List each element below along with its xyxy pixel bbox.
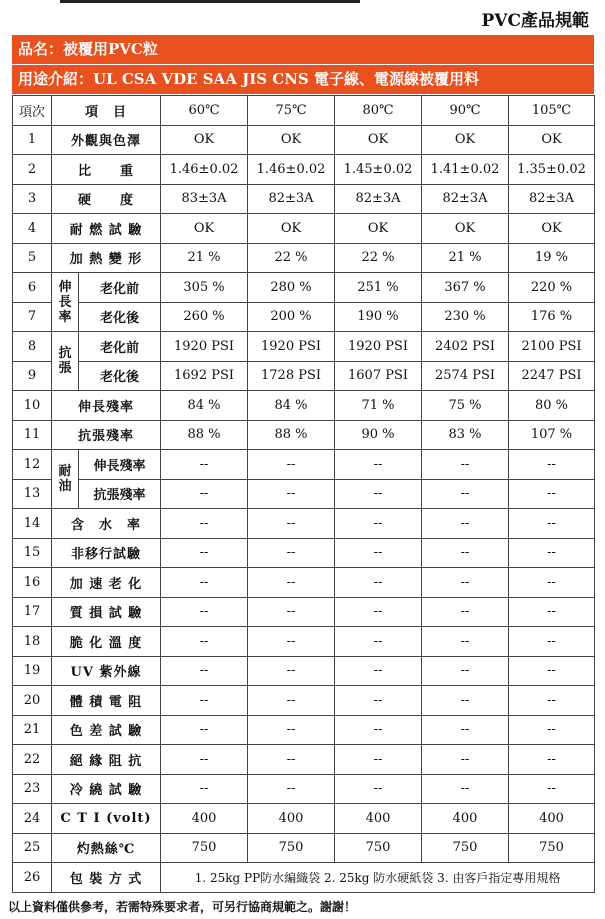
row-sub-label: 抗張殘率 bbox=[79, 479, 161, 509]
table-row bbox=[13, 538, 595, 568]
value-cell: -- bbox=[422, 479, 509, 509]
value-cell: 1920 PSI bbox=[248, 332, 335, 362]
row-number: 20 bbox=[13, 686, 52, 716]
value-cell: -- bbox=[335, 774, 422, 804]
row-number: 5 bbox=[13, 243, 52, 273]
value-cell: 22 % bbox=[248, 243, 335, 273]
value-cell: 251 % bbox=[335, 273, 422, 303]
value-cell: -- bbox=[509, 538, 595, 568]
value-cell: -- bbox=[422, 627, 509, 657]
value-cell: -- bbox=[335, 479, 422, 509]
value-cell: OK bbox=[422, 125, 509, 155]
value-cell: 200 % bbox=[248, 302, 335, 332]
value-cell: -- bbox=[161, 774, 248, 804]
value-cell: -- bbox=[335, 538, 422, 568]
row-item-label: 含 水 率 bbox=[52, 509, 161, 539]
value-cell: -- bbox=[161, 479, 248, 509]
value-cell: 230 % bbox=[422, 302, 509, 332]
row-number: 15 bbox=[13, 538, 52, 568]
value-cell: 400 bbox=[422, 804, 509, 834]
row-group-label: 伸 長 率 bbox=[52, 273, 79, 332]
row-number: 4 bbox=[13, 214, 52, 244]
value-cell: -- bbox=[248, 627, 335, 657]
value-cell: 305 % bbox=[161, 273, 248, 303]
table-header-row bbox=[13, 96, 595, 126]
row-number: 24 bbox=[13, 804, 52, 834]
value-cell: OK bbox=[248, 214, 335, 244]
value-cell: -- bbox=[335, 450, 422, 480]
value-cell: 750 bbox=[161, 833, 248, 863]
row-number: 8 bbox=[13, 332, 52, 362]
row-item-label: 比 重 bbox=[52, 155, 161, 185]
value-cell: 88 % bbox=[248, 420, 335, 450]
row-sub-label: 老化前 bbox=[79, 332, 161, 362]
row-number: 17 bbox=[13, 597, 52, 627]
table-row bbox=[13, 597, 595, 627]
row-item-label: 色 差 試 驗 bbox=[52, 715, 161, 745]
value-cell: 83±3A bbox=[161, 184, 248, 214]
value-cell: -- bbox=[161, 745, 248, 775]
table-row bbox=[13, 656, 595, 686]
row-item-label: 體 積 電 阻 bbox=[52, 686, 161, 716]
row-number: 26 bbox=[13, 863, 52, 893]
row-item-label: C T I (volt) bbox=[52, 804, 161, 834]
value-cell: -- bbox=[509, 568, 595, 598]
value-cell: -- bbox=[422, 715, 509, 745]
header-temp: 80℃ bbox=[335, 96, 422, 126]
value-cell: 2574 PSI bbox=[422, 361, 509, 391]
table-row bbox=[13, 184, 595, 214]
value-cell: -- bbox=[335, 686, 422, 716]
row-item-label: 伸長殘率 bbox=[52, 391, 161, 421]
value-cell: 750 bbox=[509, 833, 595, 863]
value-cell: 22 % bbox=[335, 243, 422, 273]
value-cell: -- bbox=[422, 509, 509, 539]
table-row bbox=[13, 479, 595, 509]
value-cell: 82±3A bbox=[422, 184, 509, 214]
row-number: 12 bbox=[13, 450, 52, 480]
row-number: 19 bbox=[13, 656, 52, 686]
value-cell: -- bbox=[248, 656, 335, 686]
row-item-label: 硬 度 bbox=[52, 184, 161, 214]
value-cell: 75 % bbox=[422, 391, 509, 421]
value-cell: 176 % bbox=[509, 302, 595, 332]
value-cell: OK bbox=[248, 125, 335, 155]
value-cell: -- bbox=[509, 656, 595, 686]
value-cell: -- bbox=[509, 479, 595, 509]
value-cell: 750 bbox=[248, 833, 335, 863]
value-cell: 82±3A bbox=[248, 184, 335, 214]
value-cell: 1.46±0.02 bbox=[161, 155, 248, 185]
value-cell: -- bbox=[248, 745, 335, 775]
value-cell: 400 bbox=[161, 804, 248, 834]
value-cell: -- bbox=[509, 774, 595, 804]
value-cell: OK bbox=[161, 125, 248, 155]
row-sub-label: 伸長殘率 bbox=[79, 450, 161, 480]
row-number: 9 bbox=[13, 361, 52, 391]
value-cell: OK bbox=[509, 125, 595, 155]
table-row bbox=[13, 243, 595, 273]
value-cell: OK bbox=[161, 214, 248, 244]
value-cell: 280 % bbox=[248, 273, 335, 303]
value-cell: -- bbox=[161, 656, 248, 686]
row-number: 13 bbox=[13, 479, 52, 509]
value-cell: -- bbox=[161, 597, 248, 627]
value-cell: -- bbox=[509, 745, 595, 775]
value-cell: 90 % bbox=[335, 420, 422, 450]
value-cell: -- bbox=[248, 774, 335, 804]
row-item-label: 冷 繞 試 驗 bbox=[52, 774, 161, 804]
table-row bbox=[13, 420, 595, 450]
value-cell: -- bbox=[509, 597, 595, 627]
value-cell: 2247 PSI bbox=[509, 361, 595, 391]
value-cell: 107 % bbox=[509, 420, 595, 450]
value-cell: -- bbox=[422, 774, 509, 804]
header-temp: 105℃ bbox=[509, 96, 595, 126]
value-cell: -- bbox=[161, 686, 248, 716]
row-item-label: 包 裝 方 式 bbox=[52, 863, 161, 893]
value-cell: 82±3A bbox=[509, 184, 595, 214]
table-row bbox=[13, 155, 595, 185]
row-item-label: UV 紫外線 bbox=[52, 656, 161, 686]
value-cell: 260 % bbox=[161, 302, 248, 332]
product-name-banner: 品名：被覆用PVC粒 bbox=[12, 35, 594, 64]
value-cell: -- bbox=[161, 627, 248, 657]
table-row bbox=[13, 125, 595, 155]
value-cell: -- bbox=[248, 450, 335, 480]
row-number: 6 bbox=[13, 273, 52, 303]
document-title: PVC產品規範 bbox=[481, 11, 589, 31]
value-cell: 88 % bbox=[161, 420, 248, 450]
value-cell: 82±3A bbox=[335, 184, 422, 214]
table-row bbox=[13, 302, 595, 332]
row-number: 25 bbox=[13, 833, 52, 863]
table-row bbox=[13, 686, 595, 716]
footer-note: 以上資料僅供參考，若需特殊要求者，可另行協商規範之。謝謝！ bbox=[8, 900, 357, 914]
value-cell: 2402 PSI bbox=[422, 332, 509, 362]
row-number: 16 bbox=[13, 568, 52, 598]
value-cell: 71 % bbox=[335, 391, 422, 421]
value-cell: 220 % bbox=[509, 273, 595, 303]
value-cell: -- bbox=[161, 568, 248, 598]
row-item-label: 加 速 老 化 bbox=[52, 568, 161, 598]
value-cell: -- bbox=[335, 568, 422, 598]
table-row bbox=[13, 214, 595, 244]
value-cell: OK bbox=[422, 214, 509, 244]
value-cell: -- bbox=[248, 509, 335, 539]
value-cell: -- bbox=[509, 686, 595, 716]
table-row bbox=[13, 774, 595, 804]
value-cell: -- bbox=[422, 745, 509, 775]
row-item-label: 灼熱絲℃ bbox=[52, 833, 161, 863]
header-item: 項 目 bbox=[52, 96, 161, 126]
header-temp: 90℃ bbox=[422, 96, 509, 126]
value-cell: 400 bbox=[335, 804, 422, 834]
table-row bbox=[13, 509, 595, 539]
row-group-label: 耐 油 bbox=[52, 450, 79, 509]
row-number: 14 bbox=[13, 509, 52, 539]
row-group-label: 抗 張 bbox=[52, 332, 79, 391]
table-row bbox=[13, 332, 595, 362]
row-number: 21 bbox=[13, 715, 52, 745]
value-cell: 2100 PSI bbox=[509, 332, 595, 362]
row-number: 2 bbox=[13, 155, 52, 185]
row-number: 11 bbox=[13, 420, 52, 450]
value-cell: -- bbox=[422, 450, 509, 480]
row-number: 22 bbox=[13, 745, 52, 775]
row-item-label: 外觀與色澤 bbox=[52, 125, 161, 155]
header-temp: 60℃ bbox=[161, 96, 248, 126]
value-cell: -- bbox=[248, 538, 335, 568]
table-row bbox=[13, 745, 595, 775]
value-cell: 1.35±0.02 bbox=[509, 155, 595, 185]
value-cell: 1.41±0.02 bbox=[422, 155, 509, 185]
table-row bbox=[13, 391, 595, 421]
value-cell: -- bbox=[422, 656, 509, 686]
value-cell: -- bbox=[335, 509, 422, 539]
product-usage-banner: 用途介紹：UL CSA VDE SAA JIS CNS 電子線、電源線被覆用料 bbox=[12, 65, 594, 94]
header-temp: 75℃ bbox=[248, 96, 335, 126]
value-cell: 84 % bbox=[248, 391, 335, 421]
value-cell: 400 bbox=[509, 804, 595, 834]
table-row bbox=[13, 361, 595, 391]
spec-table bbox=[12, 95, 595, 893]
row-item-label: 非移行試驗 bbox=[52, 538, 161, 568]
value-cell: -- bbox=[335, 597, 422, 627]
table-row bbox=[13, 450, 595, 480]
value-cell: 1920 PSI bbox=[161, 332, 248, 362]
value-cell: -- bbox=[335, 627, 422, 657]
value-cell: 190 % bbox=[335, 302, 422, 332]
row-item-label: 絕 緣 阻 抗 bbox=[52, 745, 161, 775]
value-cell: -- bbox=[335, 745, 422, 775]
table-row bbox=[13, 715, 595, 745]
value-cell: -- bbox=[161, 715, 248, 745]
value-cell: -- bbox=[335, 656, 422, 686]
value-cell: -- bbox=[509, 450, 595, 480]
value-cell: -- bbox=[509, 715, 595, 745]
value-cell: -- bbox=[248, 686, 335, 716]
table-row bbox=[13, 804, 595, 834]
table-row bbox=[13, 273, 595, 303]
row-number: 1 bbox=[13, 125, 52, 155]
row-number: 10 bbox=[13, 391, 52, 421]
value-cell: 1.45±0.02 bbox=[335, 155, 422, 185]
value-cell: 367 % bbox=[422, 273, 509, 303]
row-item-label: 脆 化 溫 度 bbox=[52, 627, 161, 657]
row-item-label: 耐 燃 試 驗 bbox=[52, 214, 161, 244]
value-cell: 1692 PSI bbox=[161, 361, 248, 391]
value-cell: 21 % bbox=[422, 243, 509, 273]
value-cell: -- bbox=[161, 450, 248, 480]
row-sub-label: 老化前 bbox=[79, 273, 161, 303]
value-cell: -- bbox=[248, 715, 335, 745]
table-row bbox=[13, 863, 595, 893]
row-number: 23 bbox=[13, 774, 52, 804]
value-cell: -- bbox=[422, 686, 509, 716]
value-cell: OK bbox=[335, 125, 422, 155]
header-no: 項次 bbox=[13, 96, 52, 126]
value-cell: 1607 PSI bbox=[335, 361, 422, 391]
value-cell: -- bbox=[248, 597, 335, 627]
value-cell: 19 % bbox=[509, 243, 595, 273]
row-item-label: 加 熱 變 形 bbox=[52, 243, 161, 273]
value-cell: OK bbox=[335, 214, 422, 244]
value-cell: 21 % bbox=[161, 243, 248, 273]
row-item-label: 抗張殘率 bbox=[52, 420, 161, 450]
value-cell: -- bbox=[422, 568, 509, 598]
row-number: 3 bbox=[13, 184, 52, 214]
value-cell: -- bbox=[248, 568, 335, 598]
packaging-options: 1. 25kg PP防水編織袋 2. 25kg 防水硬紙袋 3. 由客戶指定專用規格 bbox=[161, 863, 595, 893]
row-sub-label: 老化後 bbox=[79, 361, 161, 391]
value-cell: 750 bbox=[422, 833, 509, 863]
value-cell: -- bbox=[422, 538, 509, 568]
value-cell: -- bbox=[422, 597, 509, 627]
table-row bbox=[13, 568, 595, 598]
value-cell: 400 bbox=[248, 804, 335, 834]
value-cell: -- bbox=[509, 627, 595, 657]
value-cell: 84 % bbox=[161, 391, 248, 421]
value-cell: 1.46±0.02 bbox=[248, 155, 335, 185]
value-cell: 83 % bbox=[422, 420, 509, 450]
row-number: 7 bbox=[13, 302, 52, 332]
table-row bbox=[13, 627, 595, 657]
value-cell: -- bbox=[161, 538, 248, 568]
value-cell: OK bbox=[509, 214, 595, 244]
table-row bbox=[13, 833, 595, 863]
value-cell: 1920 PSI bbox=[335, 332, 422, 362]
value-cell: 80 % bbox=[509, 391, 595, 421]
value-cell: -- bbox=[248, 479, 335, 509]
value-cell: -- bbox=[335, 715, 422, 745]
value-cell: 750 bbox=[335, 833, 422, 863]
row-number: 18 bbox=[13, 627, 52, 657]
value-cell: 1728 PSI bbox=[248, 361, 335, 391]
row-sub-label: 老化後 bbox=[79, 302, 161, 332]
top-decorative-strip bbox=[60, 0, 360, 3]
value-cell: -- bbox=[509, 509, 595, 539]
value-cell: -- bbox=[161, 509, 248, 539]
row-item-label: 質 損 試 驗 bbox=[52, 597, 161, 627]
